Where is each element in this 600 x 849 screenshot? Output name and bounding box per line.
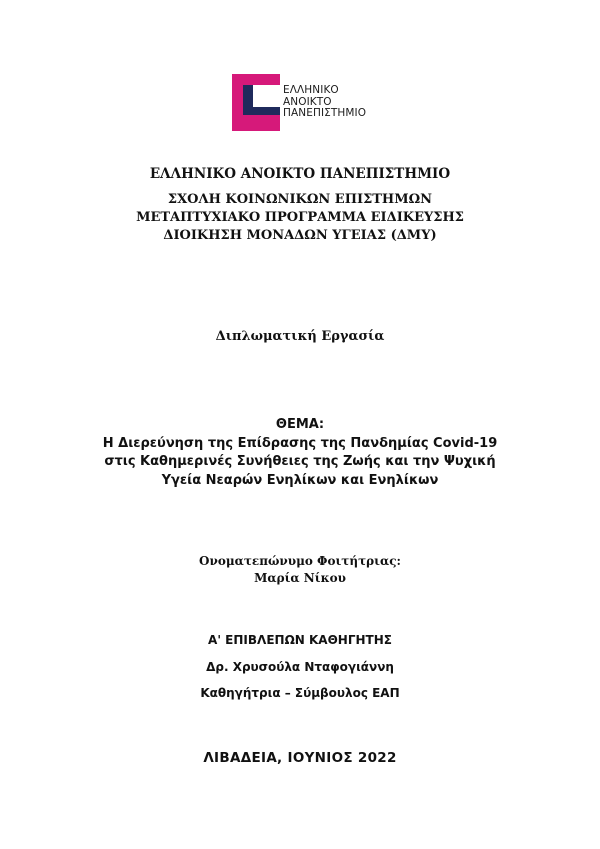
student-label: Ονοματεπώνυμο Φοιτήτριας: [199,554,401,568]
university-name: ΕΛΛΗΝΙΚΟ ΑΝΟΙΚΤΟ ΠΑΝΕΠΙΣΤΗΜΙΟ [149,166,451,182]
supervisor-role: Καθηγήτρια – Σύμβουλος ΕΑΠ [200,686,400,700]
logo-line: ΑΝΟΙΚΤΟ [283,95,332,108]
thesis-title-line: Υγεία Νεαρών Ενηλίκων και Ενηλίκων [161,472,439,488]
thesis-title-line: Η Διερεύνηση της Επίδρασης της Πανδημίας Covid-19 [102,435,498,451]
logo-line: ΠΑΝΕΠΙΣΤΗΜΙΟ [283,107,367,119]
supervisor-name: Δρ. Χρυσούλα Νταφογιάννη [206,660,394,674]
school-block [0,191,600,245]
logo-line: ΕΛΛΗΝΙΚΟ [283,84,339,96]
thesis-block [0,416,600,490]
university-logo [232,74,382,134]
supervisor-label: Α' ΕΠΙΒΛΕΠΩΝ ΚΑΘΗΓΗΤΗΣ [208,633,392,647]
student-name: Μαρία Νίκου [254,571,346,585]
school-name: ΣΧΟΛΗ ΚΟΙΝΩΝΙΚΩΝ ΕΠΙΣΤΗΜΩΝ [167,192,433,207]
place-date: ΛΙΒΑΔΕΙΑ, ΙΟΥΝΙΟΣ 2022 [203,750,397,766]
student-block [0,553,600,587]
thesis-label: ΘΕΜΑ: [275,417,325,432]
document-type: Διπλωματική Εργασία [215,329,385,344]
specialization-name: ΔΙΟΙΚΗΣΗ ΜΟΝΑΔΩΝ ΥΓΕΙΑΣ (ΔΜΥ) [163,228,437,243]
logo-emblem [232,74,282,134]
program-name: ΜΕΤΑΠΤΥΧΙΑΚΟ ΠΡΟΓΡΑΜΜΑ ΕΙΔΙΚΕΥΣΗΣ [136,210,464,225]
logo-wordmark [283,85,366,120]
thesis-title-line: στις Καθημερινές Συνήθειες της Ζωής και την Ψυχική [104,454,496,469]
